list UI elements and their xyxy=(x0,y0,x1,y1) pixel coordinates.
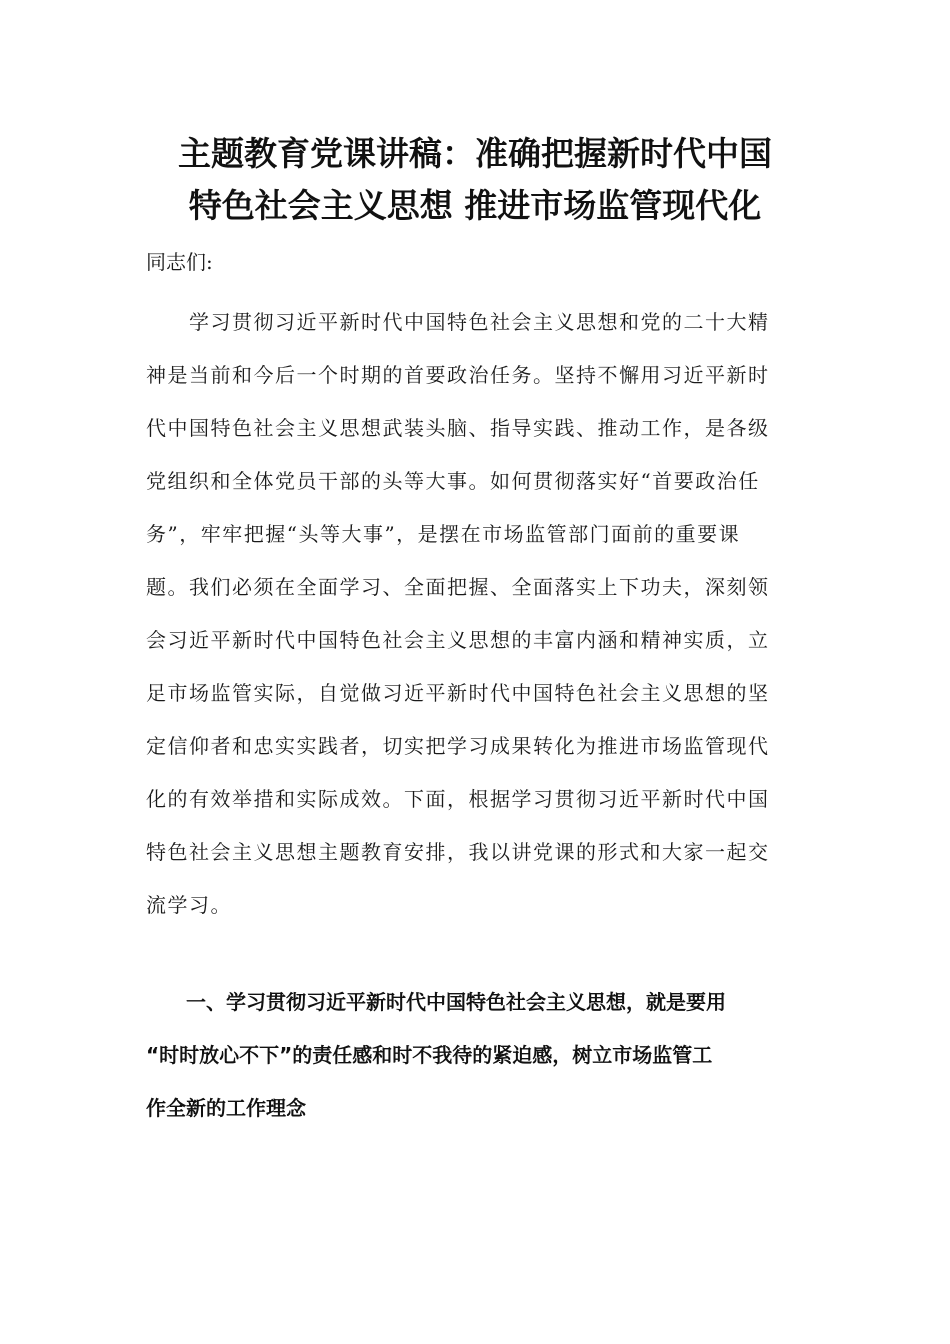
paragraph-line: 特色社会主义思想主题教育安排，我以讲党课的形式和大家一起交 xyxy=(146,840,770,864)
paragraph-line: 题。我们必须在全面学习、全面把握、全面落实上下功夫，深刻领 xyxy=(146,575,770,599)
paragraph-line: 代中国特色社会主义思想武装头脑、指导实践、推动工作，是各级 xyxy=(146,416,770,440)
heading-line: 一、学习贯彻习近平新时代中国特色社会主义思想，就是要用 xyxy=(146,990,726,1014)
paragraph-line: 党组织和全体党员干部的头等大事。如何贯彻落实好“首要政治任 xyxy=(146,469,760,493)
paragraph-line: 流学习。 xyxy=(146,893,232,917)
paragraph-line: 神是当前和今后一个时期的首要政治任务。坚持不懈用习近平新时 xyxy=(146,363,770,387)
paragraph-line: 学习贯彻习近平新时代中国特色社会主义思想和党的二十大精 xyxy=(146,310,770,334)
paragraph-line: 务”，牢牢把握“头等大事”，是摆在市场监管部门面前的重要课 xyxy=(146,522,741,546)
paragraph-line: 足市场监管实际，自觉做习近平新时代中国特色社会主义思想的坚 xyxy=(146,681,770,705)
heading-line: “时时放心不下”的责任感和时不我待的紧迫感，树立市场监管工 xyxy=(146,1043,713,1067)
heading-line: 作全新的工作理念 xyxy=(146,1096,306,1120)
salutation: 同志们: xyxy=(146,250,213,274)
section-heading-1 xyxy=(146,976,816,1135)
intro-paragraph xyxy=(146,296,806,932)
document-title xyxy=(120,128,830,232)
title-line-1: 主题教育党课讲稿：准确把握新时代中国 xyxy=(178,134,772,173)
title-line-2: 特色社会主义思想 推进市场监管现代化 xyxy=(188,186,762,225)
paragraph-line: 化的有效举措和实际成效。下面，根据学习贯彻习近平新时代中国 xyxy=(146,787,770,811)
paragraph-line: 会习近平新时代中国特色社会主义思想的丰富内涵和精神实质，立 xyxy=(146,628,770,652)
paragraph-line: 定信仰者和忠实实践者，切实把学习成果转化为推进市场监管现代 xyxy=(146,734,770,758)
